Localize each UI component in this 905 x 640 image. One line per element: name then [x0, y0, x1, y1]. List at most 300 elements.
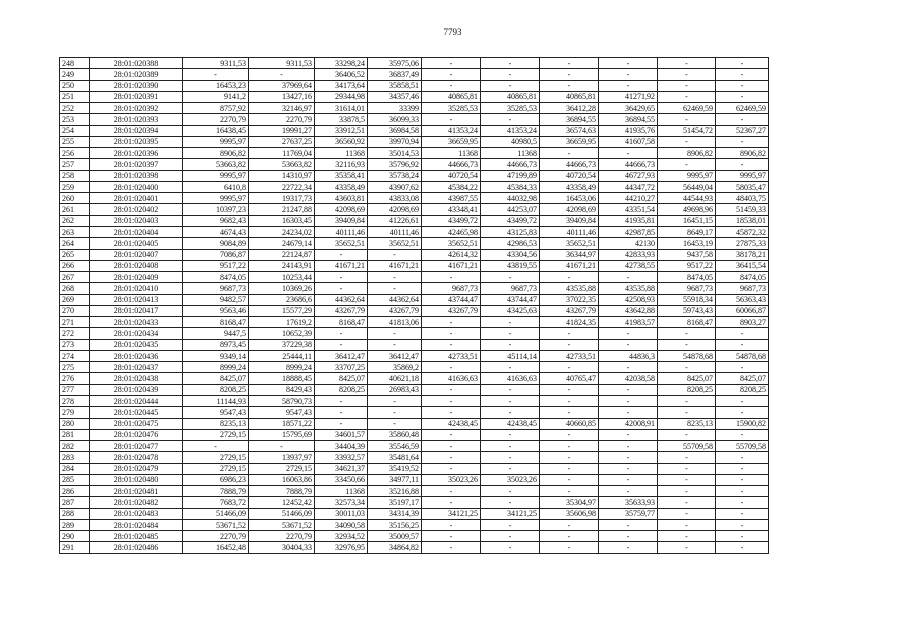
value-cell: 35652,51: [540, 238, 599, 249]
row-number-cell: 252: [60, 103, 90, 114]
value-cell: 10253,44: [249, 272, 315, 283]
value-cell: 9482,57: [183, 294, 249, 305]
value-cell: 40720,54: [422, 170, 481, 181]
value-cell: 2270,79: [249, 531, 315, 542]
value-cell: -: [481, 114, 540, 125]
value-cell: -: [315, 407, 368, 418]
value-cell: -: [422, 114, 481, 125]
value-cell: -: [716, 114, 769, 125]
table-row: [60, 328, 769, 339]
table-row: [60, 260, 769, 271]
value-cell: 2270,79: [183, 531, 249, 542]
value-cell: 43267,79: [315, 305, 368, 316]
value-cell: -: [422, 58, 481, 69]
value-cell: 36406,52: [315, 69, 368, 80]
value-cell: 8474,05: [183, 272, 249, 283]
value-cell: 8235,13: [658, 418, 716, 429]
value-cell: -: [599, 384, 658, 395]
value-cell: 33912,51: [315, 125, 368, 136]
value-cell: 17619,2: [249, 317, 315, 328]
value-cell: -: [658, 463, 716, 474]
value-cell: -: [599, 486, 658, 497]
table-row: [60, 429, 769, 440]
value-cell: 7888,79: [249, 486, 315, 497]
value-cell: 44362,64: [368, 294, 422, 305]
value-cell: -: [540, 452, 599, 463]
value-cell: 43358,49: [315, 181, 368, 192]
value-cell: 42733,51: [540, 350, 599, 361]
value-cell: 37022,35: [540, 294, 599, 305]
cadastral-number-cell: 28:01:020437: [90, 362, 183, 373]
value-cell: 34404,39: [315, 441, 368, 452]
value-cell: 42986,53: [481, 238, 540, 249]
value-cell: 8208,25: [315, 384, 368, 395]
cadastral-number-cell: 28:01:020400: [90, 181, 183, 192]
table-row: [60, 339, 769, 350]
value-cell: 35633,93: [599, 497, 658, 508]
table-row: [60, 441, 769, 452]
cadastral-number-cell: 28:01:020398: [90, 170, 183, 181]
table-row: [60, 531, 769, 542]
value-cell: 9311,53: [183, 58, 249, 69]
value-cell: 9687,73: [716, 283, 769, 294]
value-cell: 15577,29: [249, 305, 315, 316]
value-cell: 35358,41: [315, 170, 368, 181]
value-cell: 40660,85: [540, 418, 599, 429]
value-cell: 42038,58: [599, 373, 658, 384]
value-cell: 48403,75: [716, 193, 769, 204]
value-cell: 8168,47: [658, 317, 716, 328]
value-cell: 44347,72: [599, 181, 658, 192]
value-cell: -: [481, 328, 540, 339]
value-cell: 35009,57: [368, 531, 422, 542]
page-number: 7793: [443, 27, 462, 37]
row-number-cell: 260: [60, 193, 90, 204]
value-cell: 2270,79: [183, 114, 249, 125]
value-cell: 15795,69: [249, 429, 315, 440]
value-cell: 41983,57: [599, 317, 658, 328]
value-cell: 9687,73: [658, 283, 716, 294]
value-cell: -: [716, 159, 769, 170]
value-cell: -: [481, 463, 540, 474]
value-cell: -: [540, 429, 599, 440]
value-cell: 27637,25: [249, 136, 315, 147]
table-row: [60, 215, 769, 226]
value-cell: -: [599, 463, 658, 474]
value-cell: 55709,58: [658, 441, 716, 452]
value-cell: -: [183, 441, 249, 452]
value-cell: 35156,25: [368, 519, 422, 530]
value-cell: -: [658, 114, 716, 125]
value-cell: 36429,65: [599, 103, 658, 114]
value-cell: 36574,63: [540, 125, 599, 136]
value-cell: 59743,43: [658, 305, 716, 316]
value-cell: 44666,73: [481, 159, 540, 170]
row-number-cell: 265: [60, 249, 90, 260]
value-cell: 8906,82: [716, 148, 769, 159]
value-cell: -: [716, 395, 769, 406]
value-cell: 35975,06: [368, 58, 422, 69]
value-cell: 58035,47: [716, 181, 769, 192]
value-cell: 55918,34: [658, 294, 716, 305]
value-cell: 16453,06: [540, 193, 599, 204]
value-cell: -: [658, 474, 716, 485]
table-row: [60, 69, 769, 80]
value-cell: 35304,97: [540, 497, 599, 508]
value-cell: 46727,93: [599, 170, 658, 181]
value-cell: 9995,97: [716, 170, 769, 181]
value-cell: 41636,63: [422, 373, 481, 384]
value-cell: 9682,43: [183, 215, 249, 226]
cadastral-number-cell: 28:01:020403: [90, 215, 183, 226]
value-cell: 56449,04: [658, 181, 716, 192]
table-row: [60, 395, 769, 406]
value-cell: -: [658, 531, 716, 542]
row-number-cell: 266: [60, 260, 90, 271]
value-cell: -: [599, 328, 658, 339]
value-cell: 8235,13: [183, 418, 249, 429]
value-cell: 45384,22: [422, 181, 481, 192]
value-cell: -: [658, 407, 716, 418]
value-cell: 18538,01: [716, 215, 769, 226]
value-cell: 14310,97: [249, 170, 315, 181]
value-cell: -: [599, 395, 658, 406]
value-cell: -: [599, 80, 658, 91]
row-number-cell: 256: [60, 148, 90, 159]
value-cell: 36984,58: [368, 125, 422, 136]
value-cell: 49698,96: [658, 204, 716, 215]
value-cell: -: [422, 542, 481, 553]
value-cell: -: [716, 69, 769, 80]
value-cell: 43744,47: [481, 294, 540, 305]
value-cell: -: [315, 418, 368, 429]
value-cell: 40980,5: [481, 136, 540, 147]
table-row: [60, 542, 769, 553]
value-cell: 36659,95: [540, 136, 599, 147]
value-cell: -: [481, 519, 540, 530]
value-cell: 35216,88: [368, 486, 422, 497]
value-cell: 54878,68: [716, 350, 769, 361]
table-row: [60, 80, 769, 91]
value-cell: -: [658, 452, 716, 463]
value-cell: 38178,21: [716, 249, 769, 260]
value-cell: -: [481, 429, 540, 440]
value-cell: 43642,88: [599, 305, 658, 316]
value-cell: -: [716, 474, 769, 485]
cadastral-number-cell: 28:01:020395: [90, 136, 183, 147]
cadastral-number-cell: 28:01:020404: [90, 226, 183, 237]
value-cell: 35481,64: [368, 452, 422, 463]
value-cell: 41824,35: [540, 317, 599, 328]
value-cell: 43425,63: [481, 305, 540, 316]
value-cell: 34621,37: [315, 463, 368, 474]
value-cell: 41935,81: [599, 215, 658, 226]
value-cell: -: [716, 486, 769, 497]
value-cell: -: [481, 531, 540, 542]
row-number-cell: 290: [60, 531, 90, 542]
cadastral-number-cell: 28:01:020433: [90, 317, 183, 328]
value-cell: 15900,82: [716, 418, 769, 429]
value-cell: 37969,64: [249, 80, 315, 91]
value-cell: 44666,73: [422, 159, 481, 170]
value-cell: 27875,33: [716, 238, 769, 249]
value-cell: 13427,16: [249, 91, 315, 102]
value-cell: 40865,81: [540, 91, 599, 102]
value-cell: 53671,52: [249, 519, 315, 530]
row-number-cell: 277: [60, 384, 90, 395]
row-number-cell: 255: [60, 136, 90, 147]
value-cell: 51466,09: [183, 508, 249, 519]
value-cell: -: [540, 474, 599, 485]
table-row: [60, 170, 769, 181]
value-cell: 2729,15: [183, 429, 249, 440]
value-cell: 8649,17: [658, 226, 716, 237]
value-cell: 43499,72: [481, 215, 540, 226]
value-cell: 34864,82: [368, 542, 422, 553]
value-cell: 62469,59: [716, 103, 769, 114]
value-cell: 45384,33: [481, 181, 540, 192]
value-cell: 25444,11: [249, 350, 315, 361]
row-number-cell: 276: [60, 373, 90, 384]
value-cell: -: [368, 339, 422, 350]
value-cell: 42465,98: [422, 226, 481, 237]
value-cell: 45114,14: [481, 350, 540, 361]
cadastral-number-cell: 28:01:020477: [90, 441, 183, 452]
row-number-cell: 270: [60, 305, 90, 316]
value-cell: -: [481, 452, 540, 463]
value-cell: 40765,47: [540, 373, 599, 384]
value-cell: -: [716, 58, 769, 69]
value-cell: -: [540, 463, 599, 474]
value-cell: 41671,21: [368, 260, 422, 271]
value-cell: 40111,46: [315, 226, 368, 237]
value-cell: 34173,64: [315, 80, 368, 91]
value-cell: -: [422, 69, 481, 80]
table-row: [60, 305, 769, 316]
value-cell: -: [658, 519, 716, 530]
row-number-cell: 285: [60, 474, 90, 485]
value-cell: 42738,55: [599, 260, 658, 271]
value-cell: 8425,07: [658, 373, 716, 384]
value-cell: 30404,33: [249, 542, 315, 553]
row-number-cell: 283: [60, 452, 90, 463]
value-cell: -: [481, 58, 540, 69]
table-row: [60, 238, 769, 249]
value-cell: -: [658, 429, 716, 440]
value-cell: 35652,51: [368, 238, 422, 249]
row-number-cell: 284: [60, 463, 90, 474]
value-cell: -: [658, 91, 716, 102]
value-cell: 43348,41: [422, 204, 481, 215]
value-cell: 55709,58: [716, 441, 769, 452]
cadastral-number-cell: 28:01:020390: [90, 80, 183, 91]
value-cell: 36659,95: [422, 136, 481, 147]
value-cell: 22124,87: [249, 249, 315, 260]
value-cell: 6986,23: [183, 474, 249, 485]
row-number-cell: 271: [60, 317, 90, 328]
value-cell: 43987,55: [422, 193, 481, 204]
value-cell: 9547,43: [183, 407, 249, 418]
value-cell: 34357,46: [368, 91, 422, 102]
value-cell: 18571,22: [249, 418, 315, 429]
value-cell: -: [422, 384, 481, 395]
value-cell: 36412,28: [540, 103, 599, 114]
value-cell: 36837,49: [368, 69, 422, 80]
table-row: [60, 486, 769, 497]
value-cell: -: [422, 463, 481, 474]
value-cell: 8429,43: [249, 384, 315, 395]
table-body: [60, 58, 769, 554]
value-cell: -: [481, 486, 540, 497]
table-row: [60, 407, 769, 418]
value-cell: 42098,69: [540, 204, 599, 215]
value-cell: 42614,32: [422, 249, 481, 260]
value-cell: -: [599, 452, 658, 463]
value-cell: -: [368, 407, 422, 418]
value-cell: 41353,24: [481, 125, 540, 136]
value-cell: 34121,25: [481, 508, 540, 519]
value-cell: 41271,92: [599, 91, 658, 102]
value-cell: -: [716, 519, 769, 530]
value-cell: -: [315, 328, 368, 339]
value-cell: -: [716, 542, 769, 553]
value-cell: 33399: [368, 103, 422, 114]
cadastral-number-cell: 28:01:020439: [90, 384, 183, 395]
value-cell: -: [716, 452, 769, 463]
value-cell: 9687,73: [481, 283, 540, 294]
value-cell: 42833,93: [599, 249, 658, 260]
row-number-cell: 288: [60, 508, 90, 519]
row-number-cell: 268: [60, 283, 90, 294]
value-cell: 19317,73: [249, 193, 315, 204]
value-cell: 18888,45: [249, 373, 315, 384]
value-cell: 53671,52: [183, 519, 249, 530]
cadastral-number-cell: 28:01:020408: [90, 260, 183, 271]
row-number-cell: 253: [60, 114, 90, 125]
cadastral-number-cell: 28:01:020392: [90, 103, 183, 114]
table-row: [60, 103, 769, 114]
value-cell: 44210,27: [599, 193, 658, 204]
cadastral-number-cell: 28:01:020478: [90, 452, 183, 463]
value-cell: 32976,95: [315, 542, 368, 553]
value-cell: 43535,88: [599, 283, 658, 294]
value-cell: 36412,47: [315, 350, 368, 361]
value-cell: -: [481, 497, 540, 508]
value-cell: -: [422, 317, 481, 328]
cadastral-number-cell: 28:01:020407: [90, 249, 183, 260]
value-cell: 36344,97: [540, 249, 599, 260]
cadastral-number-cell: 28:01:020396: [90, 148, 183, 159]
value-cell: 43267,79: [422, 305, 481, 316]
value-cell: -: [658, 542, 716, 553]
value-cell: -: [658, 58, 716, 69]
value-cell: 24143,91: [249, 260, 315, 271]
value-cell: 43499,72: [422, 215, 481, 226]
value-cell: -: [422, 328, 481, 339]
value-cell: 9141,2: [183, 91, 249, 102]
table-row: [60, 193, 769, 204]
value-cell: 51459,33: [716, 204, 769, 215]
value-cell: -: [481, 80, 540, 91]
value-cell: 35023,26: [481, 474, 540, 485]
row-number-cell: 264: [60, 238, 90, 249]
value-cell: -: [422, 407, 481, 418]
value-cell: -: [540, 339, 599, 350]
value-cell: 12452,42: [249, 497, 315, 508]
value-cell: 40621,18: [368, 373, 422, 384]
value-cell: 34314,39: [368, 508, 422, 519]
value-cell: 22722,34: [249, 181, 315, 192]
value-cell: -: [481, 407, 540, 418]
value-cell: -: [481, 362, 540, 373]
cadastral-number-cell: 28:01:020394: [90, 125, 183, 136]
cadastral-number-cell: 28:01:020397: [90, 159, 183, 170]
value-cell: 8999,24: [183, 362, 249, 373]
value-cell: 53663,82: [183, 159, 249, 170]
value-cell: -: [599, 362, 658, 373]
value-cell: 51454,72: [658, 125, 716, 136]
table-row: [60, 249, 769, 260]
value-cell: 44836,3: [599, 350, 658, 361]
value-cell: 35759,77: [599, 508, 658, 519]
table-row: [60, 373, 769, 384]
value-cell: 41607,58: [599, 136, 658, 147]
value-cell: 35869,2: [368, 362, 422, 373]
value-cell: -: [658, 69, 716, 80]
value-cell: -: [599, 531, 658, 542]
value-cell: -: [540, 80, 599, 91]
value-cell: -: [422, 441, 481, 452]
value-cell: -: [658, 508, 716, 519]
value-cell: -: [716, 407, 769, 418]
row-number-cell: 262: [60, 215, 90, 226]
value-cell: 34977,11: [368, 474, 422, 485]
value-cell: 10369,26: [249, 283, 315, 294]
value-cell: 8903,27: [716, 317, 769, 328]
value-cell: 8168,47: [315, 317, 368, 328]
value-cell: -: [716, 497, 769, 508]
value-cell: -: [368, 283, 422, 294]
value-cell: 16451,15: [658, 215, 716, 226]
table-row: [60, 272, 769, 283]
row-number-cell: 259: [60, 181, 90, 192]
value-cell: 7086,87: [183, 249, 249, 260]
value-cell: 9547,43: [249, 407, 315, 418]
value-cell: 8474,05: [658, 272, 716, 283]
value-cell: 8425,07: [315, 373, 368, 384]
value-cell: -: [481, 272, 540, 283]
cadastral-number-cell: 28:01:020485: [90, 531, 183, 542]
value-cell: 35419,52: [368, 463, 422, 474]
value-cell: 43819,55: [481, 260, 540, 271]
value-cell: 43744,47: [422, 294, 481, 305]
cadastral-number-cell: 28:01:020445: [90, 407, 183, 418]
table-row: [60, 384, 769, 395]
cadastral-number-cell: 28:01:020401: [90, 193, 183, 204]
value-cell: -: [540, 395, 599, 406]
value-cell: 2729,15: [249, 463, 315, 474]
value-cell: 32934,52: [315, 531, 368, 542]
value-cell: 8906,82: [658, 148, 716, 159]
value-cell: 11144,93: [183, 395, 249, 406]
value-cell: 8999,24: [249, 362, 315, 373]
value-cell: 41671,21: [315, 260, 368, 271]
row-number-cell: 248: [60, 58, 90, 69]
value-cell: 42098,69: [368, 204, 422, 215]
value-cell: -: [183, 69, 249, 80]
value-cell: 35197,17: [368, 497, 422, 508]
row-number-cell: 289: [60, 519, 90, 530]
